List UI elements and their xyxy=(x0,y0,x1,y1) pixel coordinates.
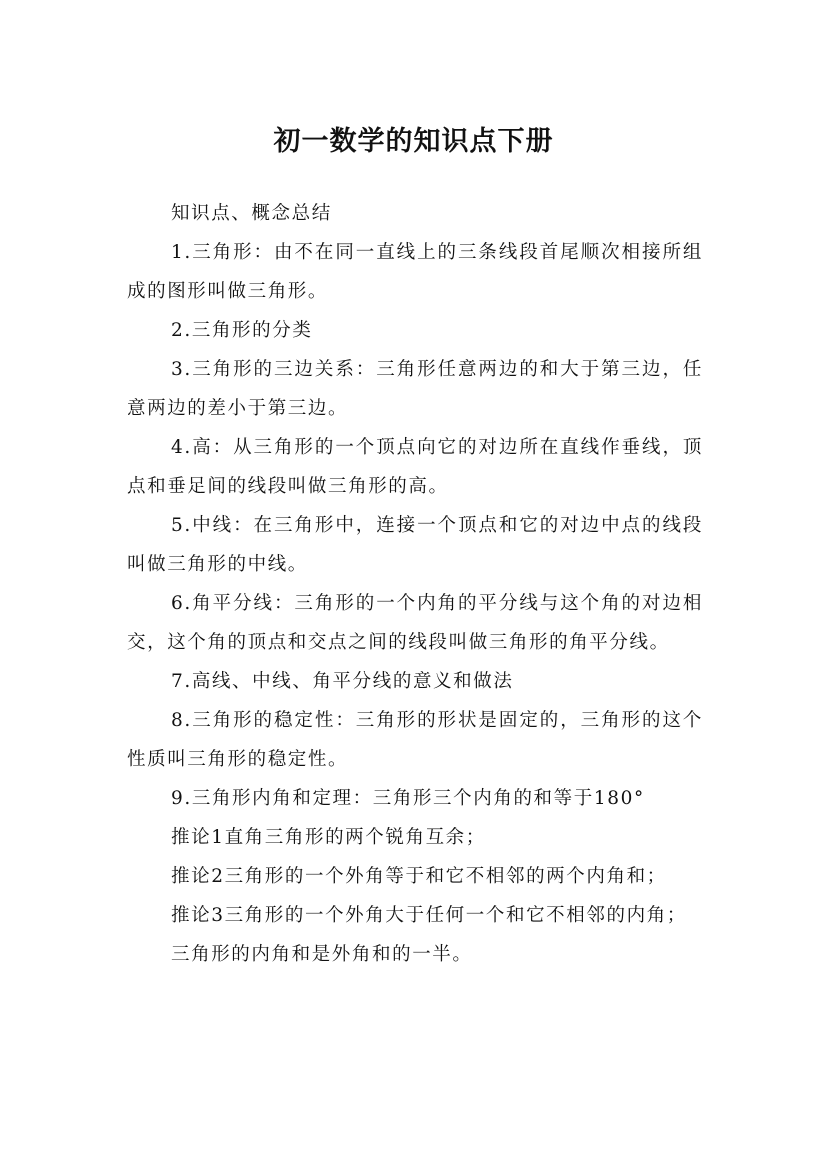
paragraph-lines-meaning: 7.高线、中线、角平分线的意义和做法 xyxy=(171,671,514,692)
paragraph-triangle-definition: 1.三角形：由不在同一直线上的三条线段首尾顺次相接所组成的图形叫做三角形。 xyxy=(127,242,703,302)
paragraph-stability: 8.三角形的稳定性：三角形的形状是固定的，三角形的这个性质叫三角形的稳定性。 xyxy=(127,710,703,770)
section-heading: 知识点、概念总结 xyxy=(171,203,332,224)
paragraph-angle-bisector: 6.角平分线：三角形的一个内角的平分线与这个角的对边相交，这个角的顶点和交点之间的线段叫做三角形的角平分线。 xyxy=(127,593,703,653)
paragraph-side-relations: 3.三角形的三边关系：三角形任意两边的和大于第三边，任意两边的差小于第三边。 xyxy=(127,359,703,419)
paragraph-corollary-3: 推论3三角形的一个外角大于任何一个和它不相邻的内角； xyxy=(171,905,687,926)
paragraph-altitude: 4.高：从三角形的一个顶点向它的对边所在直线作垂线，顶点和垂足间的线段叫做三角形的高。 xyxy=(127,437,703,497)
paragraph-corollary-1: 推论1直角三角形的两个锐角互余； xyxy=(171,827,486,848)
document-body xyxy=(127,194,703,974)
paragraph-corollary-2: 推论2三角形的一个外角等于和它不相邻的两个内角和； xyxy=(171,866,667,887)
paragraph-median: 5.中线：在三角形中，连接一个顶点和它的对边中点的线段叫做三角形的中线。 xyxy=(127,515,703,575)
paragraph-angle-sum-theorem: 9.三角形内角和定理：三角形三个内角的和等于180° xyxy=(171,788,645,809)
document-title: 初一数学的知识点下册 xyxy=(273,126,554,158)
paragraph-interior-exterior: 三角形的内角和是外角和的一半。 xyxy=(171,944,473,965)
paragraph-triangle-classification: 2.三角形的分类 xyxy=(171,320,313,341)
